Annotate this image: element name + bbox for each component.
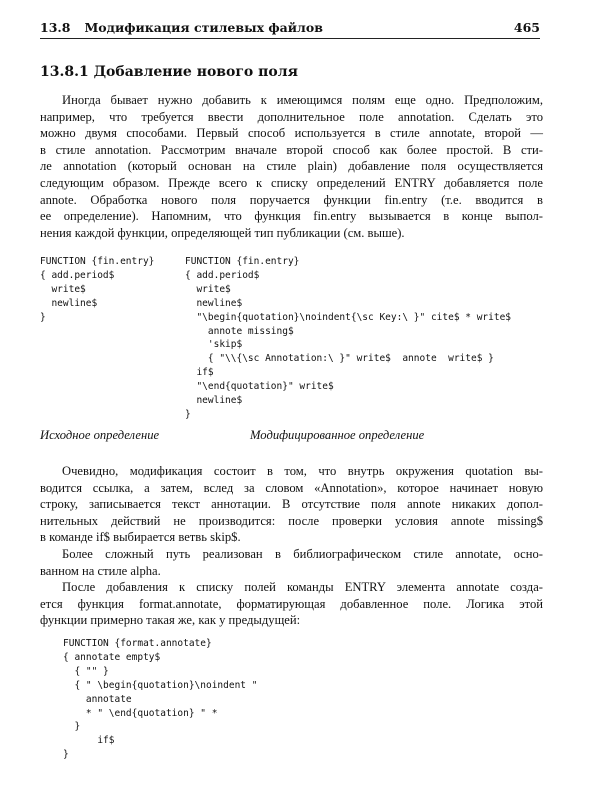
- paragraph-annotate-style: [40, 546, 543, 579]
- caption-original: Исходное определение: [40, 428, 160, 442]
- code-listing-format-annotate: FUNCTION {format.annotate} { annotate empty$ { "" } { " \begin{quotation}\noindent " annotate * " \end{quotation} " * } if$ }: [63, 638, 258, 761]
- text-line: ется функция format.annotate, форматирующая добавленное поле. Логика этой: [40, 596, 543, 611]
- text-line: Более сложный путь реализован в библиографическом стиле annotate, осно-: [62, 547, 543, 561]
- header-chapter-title: Модификация стилевых файлов: [84, 20, 323, 35]
- text-line: в команде if$ выбирается ветвь skip$.: [40, 530, 241, 545]
- text-line: нительных действий не производится: после проверки условия annote missing$: [40, 513, 543, 528]
- text-line: можно двумя способами. Первый способ используется в стиле annotate, второй —: [40, 126, 543, 141]
- text-line: нения каждой функции, определяющей тип публикации (см. выше).: [40, 225, 405, 240]
- header-left: [40, 20, 323, 35]
- text-line: например, что требуется ввести дополнительное поле annotation. Сделать это: [40, 109, 543, 124]
- text-line: функции примерно такая же, как у предыдущей:: [40, 613, 301, 628]
- paragraph-format-annotate: [40, 579, 543, 629]
- paragraph-intro: [40, 92, 543, 241]
- paragraph-explanation: [40, 463, 543, 546]
- text-line: ее определение). Напомним, что функция fin.entry вызывается в конце выпол-: [40, 209, 543, 224]
- section-title: 13.8.1 Добавление нового поля: [40, 64, 298, 80]
- text-line: строку, записывается текст аннотации. В отсутствие поля annote никаких допол-: [40, 497, 543, 512]
- text-line: ванном на стиле alpha.: [40, 563, 161, 578]
- text-line: После добавления к списку полей команды ENTRY элемента annotate созда-: [62, 580, 543, 594]
- text-line: в стиле annotation. Рассмотрим вначале второй способ как более простой. В сти-: [40, 142, 543, 157]
- text-line: Очевидно, модификация состоит в том, что внутрь окружения quotation вы-: [62, 464, 543, 478]
- text-line: ле annotation (который основан на стиле plain) добавление поля осуществляется: [40, 159, 543, 174]
- text-line: водится ссылка, а затем, вслед за словом «Annotation», которое начинает новую: [40, 480, 543, 495]
- running-header: [40, 20, 540, 39]
- code-listing-modified: FUNCTION {fin.entry} { add.period$ write$ newline$ "\begin{quotation}\noindent{\sc Key:\ }" cite$ * write$ annote missing$ 'skip$ { "\\{\sc Annotation:\ }" write$ annote write$ } if$ "\end{quotation}" write$ newline$ }: [185, 256, 512, 420]
- text-line: следующим образом. Прежде всего к списку определений ENTRY добавляется поле: [40, 175, 543, 190]
- page-number: 465: [513, 20, 540, 35]
- header-section-number: 13.8: [40, 20, 71, 35]
- text-line: annote. Обработка нового поля поручается функции fin.entry (т.е. вводится в: [40, 192, 543, 207]
- caption-modified: Модифицированное определение: [250, 428, 425, 442]
- code-listing-original: FUNCTION {fin.entry} { add.period$ write$ newline$ }: [40, 256, 155, 323]
- text-line: Иногда бывает нужно добавить к имеющимся полям еще одно. Предположим,: [62, 93, 543, 107]
